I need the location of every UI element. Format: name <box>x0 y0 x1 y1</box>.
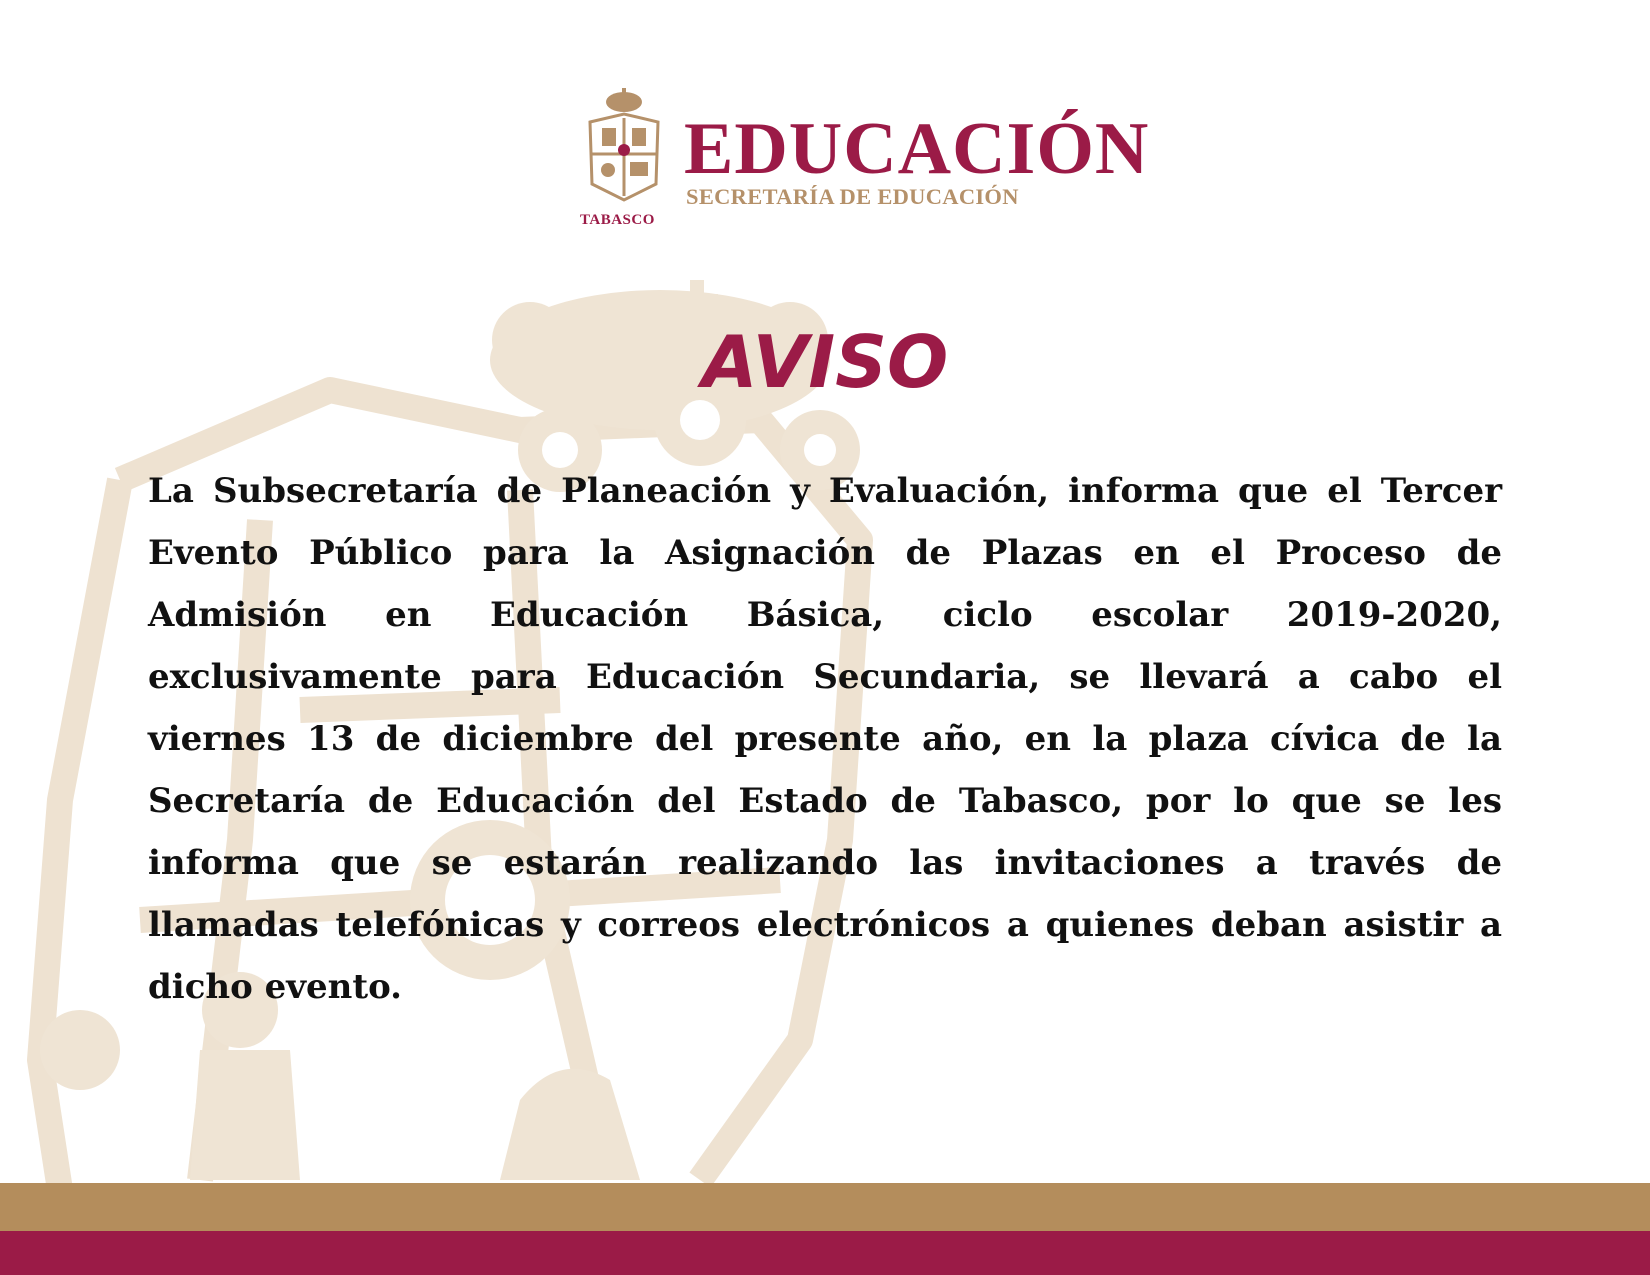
notice-heading <box>0 322 1650 402</box>
notice-body: La Subsecretaría de Planeación y Evaluación, informa que el Tercer Evento Público para la Asignación de Plazas en el Proceso de Admisión en Educación Básica, ciclo escolar 2019-2020, exclusivamente para Educación Secundaria, se llevará a cabo el viernes 13 de diciembre del presente año, en la plaza cívica de la Secretaría de Educación del Estado de Tabasco, por lo que se les informa que se estarán realizando las invitaciones a través de llamadas telefónicas y correos electrónicos a quienes deban asistir a dicho evento. <box>148 471 1502 1007</box>
header-logo <box>578 82 1150 232</box>
crest-caption: TABASCO <box>580 212 655 228</box>
brand-title: EDUCACIÓN <box>684 108 1150 190</box>
footer-maroon-stripe <box>0 1231 1650 1275</box>
brand-subtitle: SECRETARÍA DE EDUCACIÓN <box>686 184 1019 209</box>
tabasco-coat-of-arms-icon <box>584 88 664 206</box>
notice-heading-text: AVISO <box>701 320 949 404</box>
footer-gold-stripe <box>0 1183 1650 1231</box>
